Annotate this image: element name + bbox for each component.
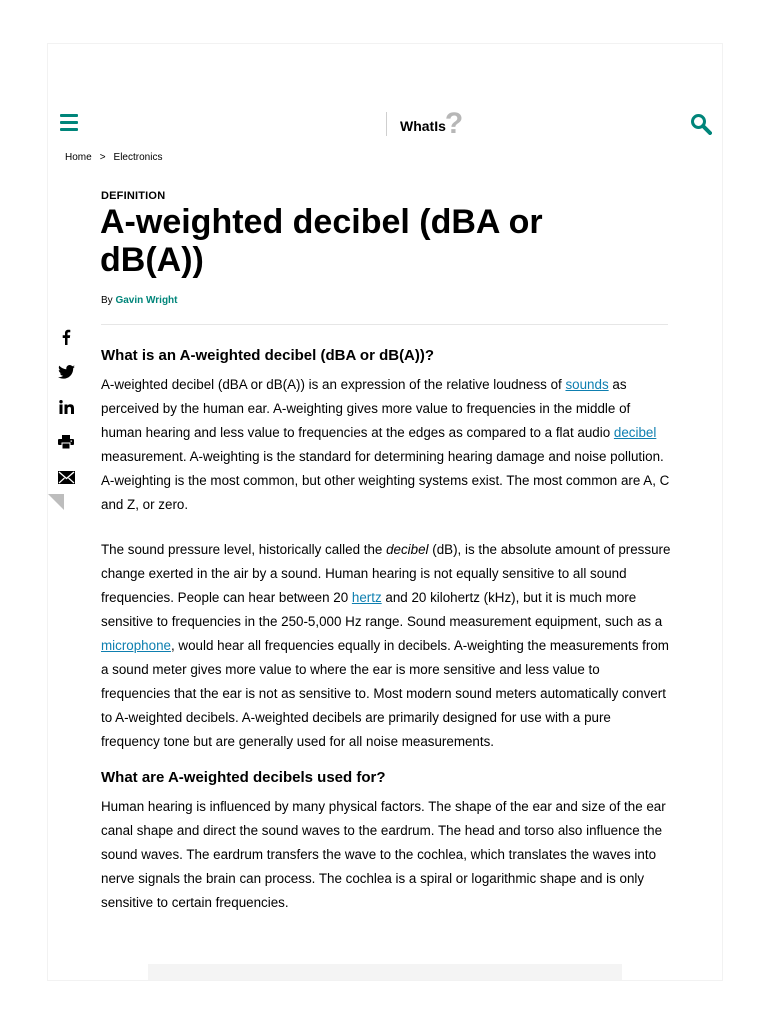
breadcrumb-separator: > xyxy=(99,152,106,163)
section-heading: What is an A-weighted decibel (dBA or dB(A))? xyxy=(101,347,435,364)
twitter-icon[interactable] xyxy=(55,361,77,383)
linkedin-icon[interactable] xyxy=(55,396,77,418)
text-run: The sound pressure level, historically called the xyxy=(101,542,387,557)
logo-text: WhatIs xyxy=(400,118,446,134)
link-hertz[interactable]: hertz xyxy=(351,590,382,605)
paragraph: Human hearing is influenced by many physical factors. The shape of the ear and size of the ear canal shape and direct the sound waves to the eardrum. The head and torso also influence the sound waves. The eardrum transfers the wave to the cochlea, which translates the waves into nerve signals the brain can process. The cochlea is a spiral or logarithmic shape and is only sensitive to certain frequencies. xyxy=(101,799,666,910)
site-header xyxy=(0,0,768,160)
author-link[interactable]: Gavin Wright xyxy=(115,295,178,306)
article-body xyxy=(101,345,671,915)
link-sounds[interactable]: sounds xyxy=(565,377,609,392)
section-heading: What are A-weighted decibels used for? xyxy=(101,769,386,786)
facebook-icon[interactable] xyxy=(55,326,77,348)
text-run: (dB), is the absolute amount of pressure change exerted in the air by a sound. Human hearing is not equally sensitive to all sound frequencies. People can hear between 20 xyxy=(101,542,671,605)
emphasis: decibel xyxy=(386,542,429,557)
site-logo[interactable] xyxy=(400,108,463,138)
text-run: A-weighted decibel (dBA or dB(A)) is an expression of the relative loudness of xyxy=(101,377,566,392)
logo-question-mark: ? xyxy=(444,107,464,140)
ad-placeholder xyxy=(148,964,622,980)
share-bar xyxy=(55,326,77,501)
text-run: measurement. A-weighting is the standard for determining hearing damage and noise pollution. A-weighting is the most common, but other weighting systems exist. The most common are A, C and Z, or zero. xyxy=(101,449,670,512)
share-corner-decoration xyxy=(48,494,64,510)
text-run: , would hear all frequencies equally in decibels. A-weighting the measurements from a sound meter gives more value to where the ear is more sensitive and less value to frequencies that the ear is not as sensitive to. Most modern sound meters automatically convert to A-weighted decibels. A-weighted decibels are primarily designed for use with a pure frequency tone but are generally used for all noise measurements. xyxy=(101,638,669,749)
search-icon[interactable] xyxy=(690,113,712,135)
article-label: DEFINITION xyxy=(101,190,166,202)
text-run: and 20 kilohertz (kHz), but it is much more sensitive to frequencies in the 250-5,000 Hz range. Sound measurement equipment, such as a xyxy=(101,590,663,629)
paragraph xyxy=(101,373,671,517)
breadcrumb xyxy=(65,152,162,163)
page-title: A-weighted decibel (dBA or dB(A)) xyxy=(100,203,543,279)
print-icon[interactable] xyxy=(55,431,77,453)
link-decibel[interactable]: decibel xyxy=(613,425,657,440)
email-icon[interactable] xyxy=(55,466,77,488)
byline-prefix: By xyxy=(101,295,113,306)
link-microphone[interactable]: microphone xyxy=(101,638,171,653)
text-run: as perceived by the human ear. A-weighting gives more value to frequencies in the middle of human hearing and less value to frequencies at the edges as compared to a flat audio xyxy=(101,377,631,440)
title-divider xyxy=(101,324,668,325)
breadcrumb-electronics[interactable]: Electronics xyxy=(113,152,163,163)
byline xyxy=(101,295,178,306)
paragraph xyxy=(101,538,671,754)
hamburger-menu-icon[interactable] xyxy=(60,114,78,132)
header-divider xyxy=(386,112,387,136)
breadcrumb-home[interactable]: Home xyxy=(65,152,92,163)
